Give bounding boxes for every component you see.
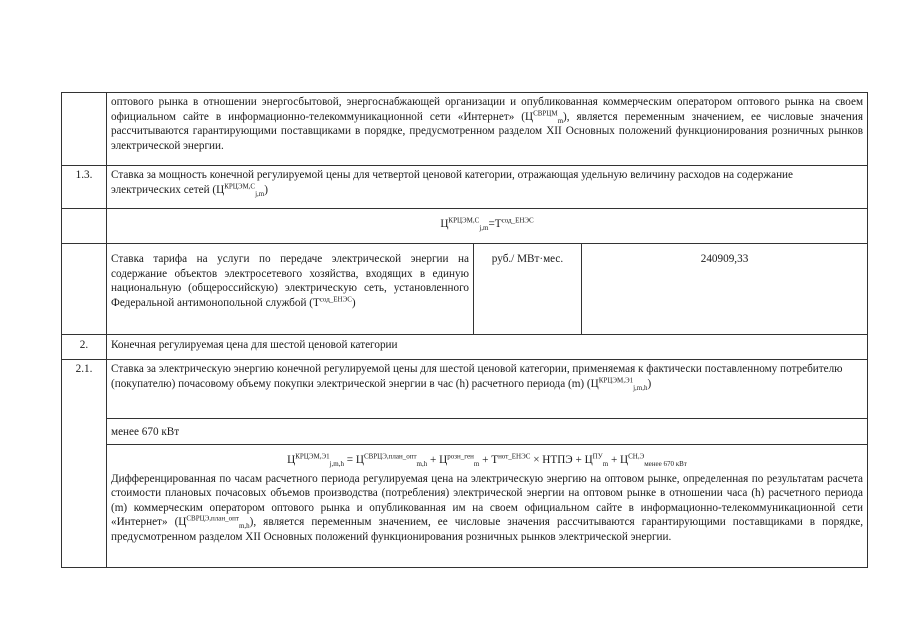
table-row-2-1 [62,360,868,419]
tariff-description: Ставка тарифа на услуги по передаче электрической энергии на содержание объектов электросетевого хозяйства, входящих в единую национальную (общероссийскую) электрическую сеть, установленного Федеральной антимонопольной службой $(Т^{сод\_ЕНЭС})$ [107,244,474,335]
table-row-continuation [62,93,868,166]
row-text: Ставка за мощность конечной регулируемой цены для четвертой ценовой категории, отражающая удельную величину расходов на содержание электрических сетей $(Ц^{КРЦЭМ,С}_{j,m})$ [107,166,868,209]
formula-description: Дифференцированная по часам расчетного периода регулируемая цена на электрическую энергию на оптовом рынке, определенная по результатам расчета стоимости плановых почасовых объемов производства (потребления) электрической энергии на оптовом рынке в отношении часа (h) расчетного периода (m) коммерческим оператором оптового рынка и опубликованная им на своем официальном сайте в информационно-телекоммуникационной сети «Интернет» $(Ц^{СВРЦЭ,план\_опт}_{m,h})$, является переменным значением, ее числовые значения рассчитываются гарантирующими поставщиками в порядке, предусмотренном разделом XII Основных положений функционирования розничных рынков электрической энергии. [111,472,864,543]
row-number [62,93,107,166]
tariff-value: 240909,33 [582,244,868,335]
formula: $Ц^{КРЦЭМ,С}_{j,m}=Т^{сод\_ЕНЭС}$ [107,209,868,244]
table-row-1-3-formula [62,209,868,244]
sub-label: менее 670 кВт [107,419,868,445]
tariff-table [61,92,868,568]
table-row-2-1-formula [62,445,868,568]
row-text: Ставка за электрическую энергию конечной регулируемой цены для шестой ценовой категории, применяемая к фактически поставленному потребителю (покупателю) почасовому объему покупки электрической энергии в час (h) расчетного периода (m) $(Ц^{КРЦЭМ,Э1}_{j,m,h})$ [107,360,868,419]
table-row-2 [62,335,868,360]
row-number: 2.1. [62,360,107,568]
tariff-unit: руб./ МВт·мес. [474,244,582,335]
row-number: 1.3. [62,166,107,209]
table-row-tariff [62,244,868,335]
formula: $Ц^{КРЦЭМ,Э1}_{j,m,h} = Ц^{СВРЦЭ,план\_опт}_{m,h} + Ц^{розн\_ген}_m + Т^{нот\_ЕНЭС}$ × НТПЭ + $Ц^{ПУ}_m + Ц^{СН,Э}_{менее 670 кВт}$ [287,452,687,469]
row-text: оптового рынка в отношении энергосбытовой, энергоснабжающей организации и опубликованная коммерческим оператором оптового рынка на своем официальном сайте в информационно-телекоммуникационной сети «Интернет» $(Ц^{СВРЦМ}_m)$, является переменным значением, ее числовые значения рассчитываются гарантирующими поставщиками в порядке, предусмотренном разделом XII Основных положений функционирования розничных рынков электрической энергии. [107,93,868,166]
table-row-1-3 [62,166,868,209]
table-row-2-1-sub [62,419,868,445]
row-number: 2. [62,335,107,360]
row-text: Конечная регулируемая цена для шестой ценовой категории [107,335,868,360]
formula-block [107,445,868,568]
